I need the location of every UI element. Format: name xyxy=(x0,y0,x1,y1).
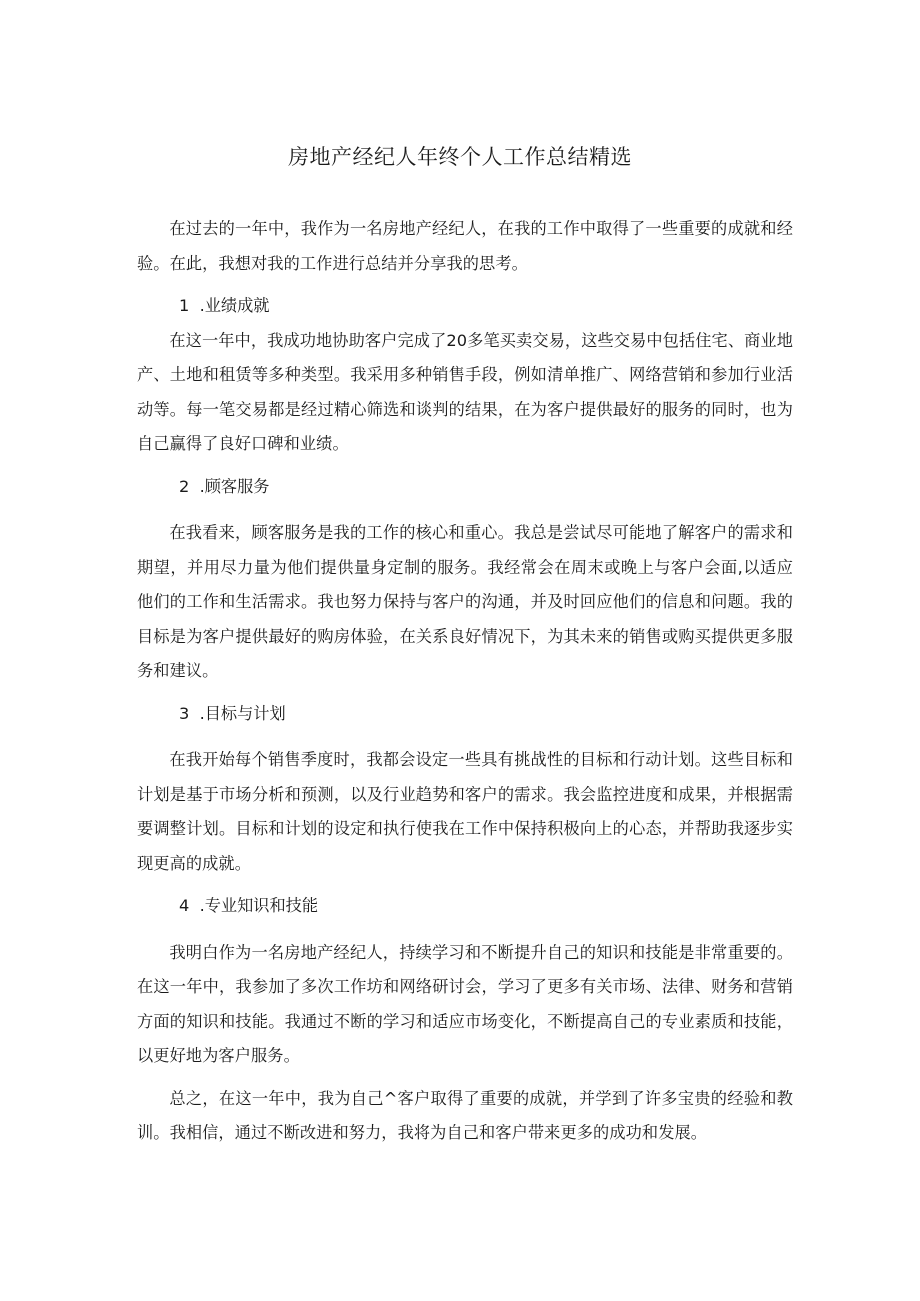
section-heading-goals-plans: 3 .目标与计划 xyxy=(179,703,286,723)
document-body xyxy=(137,212,793,1151)
section-heading-knowledge-skills: 4 .专业知识和技能 xyxy=(179,896,319,915)
section-body-knowledge-skills: 我明白作为一名房地产经纪人，持续学习和不断提升自己的知识和技能是非常重要的。在这一年中，我参加了多次工作坊和网络研讨会，学习了更多有关市场、法律、财务和营销方面的知识和技能。我通过不断的学习和适应市场变化，不断提高自己的专业素质和技能，以更好地为客户服务。 xyxy=(137,942,793,1065)
section-heading-achievements: 1 .业绩成就 xyxy=(179,296,270,315)
section-heading-customer-service: 2 .顾客服务 xyxy=(179,476,270,496)
section-body-achievements: 在这一年中，我成功地协助客户完成了20多笔买卖交易，这些交易中包括住宅、商业地产、土地和租赁等多种类型。我采用多种销售手段，例如清单推广、网络营销和参加行业活动等。每一笔交易都是经过精心筛选和谈判的结果，在为客户提供最好的服务的同时，也为自己赢得了良好口碑和业绩。 xyxy=(137,330,793,453)
conclusion-paragraph: 总之，在这一年中，我为自己^客户取得了重要的成就，并学到了许多宝贵的经验和教训。我相信，通过不断改进和努力，我将为自己和客户带来更多的成功和发展。 xyxy=(137,1088,793,1142)
section-body-customer-service: 在我看来，顾客服务是我的工作的核心和重心。我总是尝试尽可能地了解客户的需求和期望，并用尽力量为他们提供量身定制的服务。我经常会在周末或晚上与客户会面,以适应他们的工作和生活需求。我也努力保持与客户的沟通，并及时回应他们的信息和问题。我的目标是为客户提供最好的购房体验，在关系良好情况下，为其未来的销售或购买提供更多服务和建议。 xyxy=(137,523,793,680)
document-title: 房地产经纪人年终个人工作总结精选 xyxy=(288,145,632,169)
intro-paragraph: 在过去的一年中，我作为一名房地产经纪人，在我的工作中取得了一些重要的成就和经验。在此，我想对我的工作进行总结并分享我的思考。 xyxy=(137,219,793,273)
section-body-goals-plans: 在我开始每个销售季度时，我都会设定一些具有挑战性的目标和行动计划。这些目标和计划是基于市场分析和预测，以及行业趋势和客户的需求。我会监控进度和成果，并根据需要调整计划。目标和计划的设定和执行使我在工作中保持积极向上的心态，并帮助我逐步实现更高的成就。 xyxy=(137,750,793,873)
